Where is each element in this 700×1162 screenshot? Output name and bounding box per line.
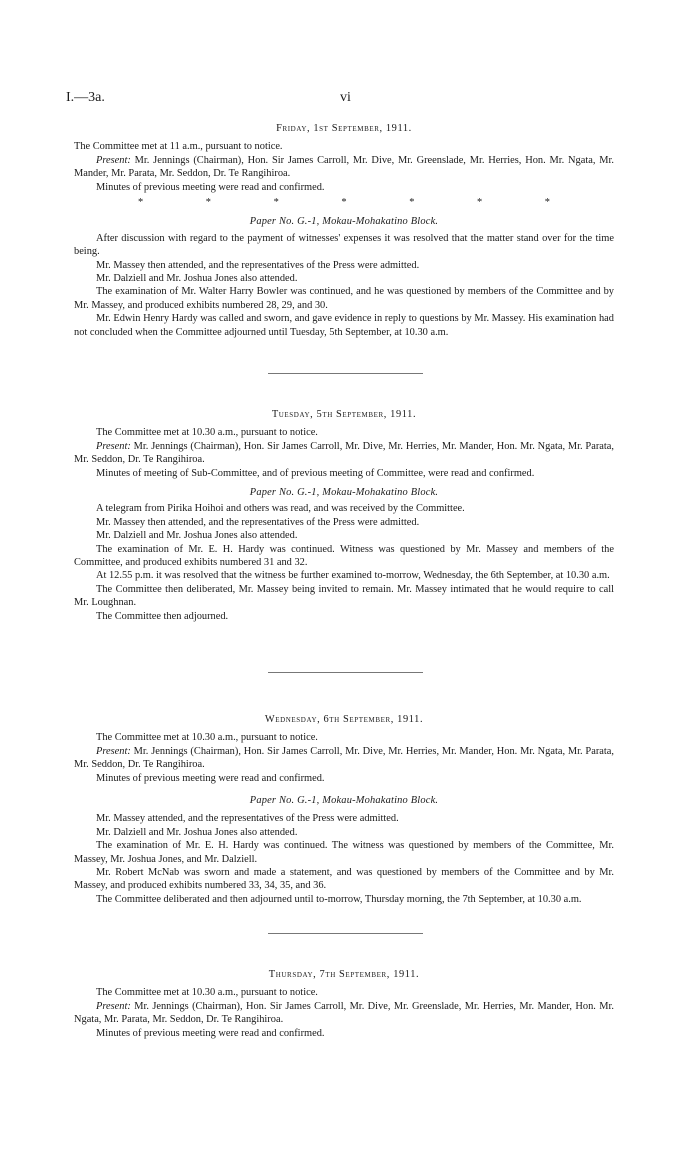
star: * xyxy=(273,197,279,209)
attendance-list: Mr. Jennings (Chairman), Hon. Sir James Carroll, Mr. Dive, Mr. Herries, Mr. Mander, Hon. Mr. Ngata, Mr. Parata, Mr. Seddon, Dr. Te Rangihiroa. xyxy=(74,745,614,771)
star: * xyxy=(205,197,211,209)
meeting-date: Friday, 1st September, 1911. xyxy=(276,123,412,134)
star: * xyxy=(409,197,415,209)
minutes-confirmed: Minutes of previous meeting were read and confirmed. xyxy=(96,1027,325,1039)
paragraph: Mr. Dalziell and Mr. Joshua Jones also attended. xyxy=(96,530,298,542)
attendance xyxy=(74,1000,614,1027)
meeting-date: Tuesday, 5th September, 1911. xyxy=(271,409,417,420)
paragraph: At 12.55 p.m. it was resolved that the witness be further examined to-morrow, Wednesday, the 6th September, at 10.30 a.m. xyxy=(96,570,610,582)
minutes-section-2 xyxy=(74,408,614,623)
attendance xyxy=(74,745,614,772)
meeting-notice: The Committee met at 10.30 a.m., pursuant to notice. xyxy=(96,427,318,439)
paragraph: Mr. Dalziell and Mr. Joshua Jones also attended. xyxy=(96,826,298,838)
paragraph: A telegram from Pirika Hoihoi and others was read, and was received by the Committee. xyxy=(96,503,465,515)
star: * xyxy=(138,197,144,209)
paragraph: Mr. Massey then attended, and the representatives of the Press were admitted. xyxy=(96,516,420,528)
section-divider xyxy=(268,373,423,374)
ellipsis-stars xyxy=(74,196,614,209)
paragraph: The Committee then adjourned. xyxy=(96,610,229,622)
present-label: Present: xyxy=(96,1000,131,1012)
document-reference: I.—3a. xyxy=(66,90,105,105)
minutes-confirmed: Minutes of meeting of Sub-Committee, and of previous meeting of Committee, were read and confirmed. xyxy=(96,467,535,479)
attendance xyxy=(74,440,614,467)
minutes-section-3 xyxy=(74,713,614,906)
paper-heading: Paper No. G.-1, Mokau-Mohakatino Block. xyxy=(249,487,439,499)
page-number: vi xyxy=(340,90,351,105)
section-divider xyxy=(268,672,423,673)
star: * xyxy=(341,197,347,209)
meeting-date: Wednesday, 6th September, 1911. xyxy=(264,714,424,725)
minutes-confirmed: Minutes of previous meeting were read and confirmed. xyxy=(96,181,325,193)
paragraph: Mr. Edwin Henry Hardy was called and sworn, and gave evidence in reply to questions by Mr. Massey. His examination had not concluded when the Committee adjourned until Tuesday, 5th September, at 10.30 a.m. xyxy=(74,313,614,338)
star: * xyxy=(544,197,550,209)
minutes-section-4 xyxy=(74,968,614,1040)
paragraph: Mr. Robert McNab was sworn and made a statement, and was questioned by members of the Committee and by Mr. Massey, and produced exhibits numbered 33, 34, 35, and 36. xyxy=(74,867,614,892)
meeting-notice: The Committee met at 11 a.m., pursuant to notice. xyxy=(74,141,283,153)
paragraph: The examination of Mr. E. H. Hardy was continued. Witness was questioned by Mr. Massey and members of the Committee, and produced exhibits numbered 31 and 32. xyxy=(74,543,614,569)
section-divider xyxy=(268,933,423,934)
paragraph: The examination of Mr. Walter Harry Bowler was continued, and he was questioned by members of the Committee and by Mr. Massey, and produced exhibits numbered 28, 29, and 30. xyxy=(74,286,614,311)
attendance xyxy=(74,154,614,181)
present-label: Present: xyxy=(96,154,131,166)
paragraph: Mr. Massey then attended, and the representatives of the Press were admitted. xyxy=(96,259,420,271)
minutes-section-1 xyxy=(74,122,614,339)
star: * xyxy=(476,197,483,209)
attendance-list: Mr. Jennings (Chairman), Hon. Sir James Carroll, Mr. Dive, Mr. Greenslade, Mr. Herries, Hon. Mr. Ngata, Mr. Mander, Mr. Parata, Mr. Seddon, Dr. Te Rangihiroa. xyxy=(74,154,614,180)
paragraph: The Committee then deliberated, Mr. Massey being invited to remain. Mr. Massey intimated that he would require to call Mr. Loughnan. xyxy=(74,583,614,609)
paragraph: Mr. Massey attended, and the representatives of the Press were admitted. xyxy=(96,813,399,825)
attendance-list: Mr. Jennings (Chairman), Hon. Sir James Carroll, Mr. Dive, Mr. Greenslade, Mr. Herries, Mr. Mander, Hon. Mr. Ngata, Mr. Parata, Mr. Seddon, Dr. Te Rangihiroa. xyxy=(74,1000,614,1026)
paragraph: Mr. Dalziell and Mr. Joshua Jones also attended. xyxy=(96,273,298,285)
meeting-notice: The Committee met at 10.30 a.m., pursuant to notice. xyxy=(96,987,318,999)
paragraph: After discussion with regard to the payment of witnesses' expenses it was resolved that the matter stand over for the time being. xyxy=(74,232,614,258)
meeting-date: Thursday, 7th September, 1911. xyxy=(268,969,420,980)
paragraph: The Committee deliberated and then adjourned until to-morrow, Thursday morning, the 7th September, at 10.30 a.m. xyxy=(96,893,582,905)
attendance-list: Mr. Jennings (Chairman), Hon. Sir James Carroll, Mr. Dive, Mr. Herries, Mr. Mander, Hon. Mr. Ngata, Mr. Parata, Mr. Seddon, Dr. Te Rangihiroa. xyxy=(74,440,614,466)
paper-heading: Paper No. G.-1, Mokau-Mohakatino Block. xyxy=(249,216,439,228)
paragraph: The examination of Mr. E. H. Hardy was continued. The witness was questioned by members of the Committee, Mr. Massey, Mr. Joshua Jones, and Mr. Dalziell. xyxy=(74,840,614,865)
present-label: Present: xyxy=(96,745,131,757)
paper-heading: Paper No. G.-1, Mokau-Mohakatino Block. xyxy=(249,795,439,807)
meeting-notice: The Committee met at 10.30 a.m., pursuant to notice. xyxy=(96,732,318,744)
present-label: Present: xyxy=(96,440,131,452)
minutes-confirmed: Minutes of previous meeting were read and confirmed. xyxy=(96,772,325,784)
